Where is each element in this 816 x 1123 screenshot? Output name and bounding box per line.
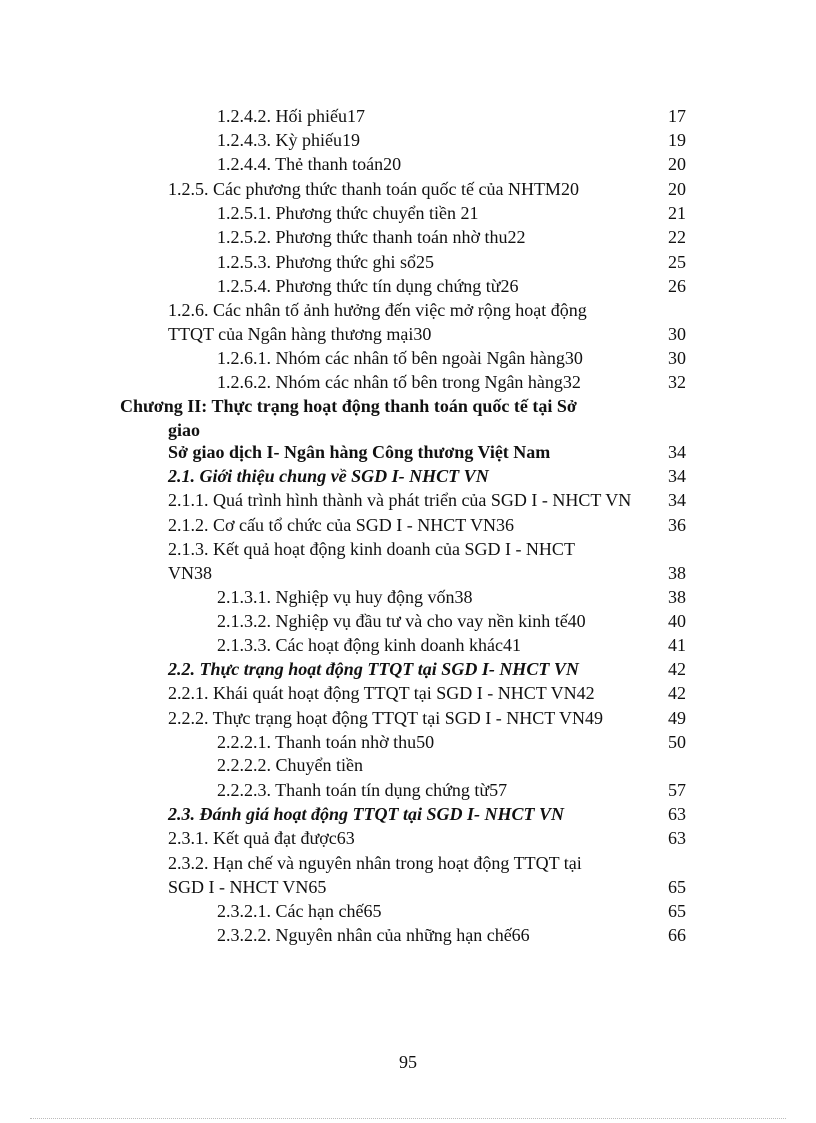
toc-entry: 2.2.2.2. Chuyển tiền xyxy=(217,755,363,775)
toc-page-number: 34 xyxy=(668,442,686,462)
toc-entry: 1.2.6.1. Nhóm các nhân tố bên ngoài Ngân hàng30 xyxy=(217,348,583,368)
toc-page-number: 34 xyxy=(668,490,686,510)
toc-entry: 2.2.2.3. Thanh toán tín dụng chứng từ57 xyxy=(217,780,508,800)
toc-entry: 1.2.6.2. Nhóm các nhân tố bên trong Ngân hàng32 xyxy=(217,372,581,392)
section-heading: 2.1. Giới thiệu chung về SGD I- NHCT VN xyxy=(168,466,489,486)
toc-page-number: 42 xyxy=(668,683,686,703)
toc-page-number: 20 xyxy=(668,179,686,199)
toc-entry: 1.2.5.2. Phương thức thanh toán nhờ thu22 xyxy=(217,227,526,247)
chapter-heading: giao xyxy=(168,420,201,440)
toc-page-number: 19 xyxy=(668,130,686,150)
toc-entry: TTQT của Ngân hàng thương mại30 xyxy=(168,324,432,344)
toc-entry: 1.2.5.4. Phương thức tín dụng chứng từ26 xyxy=(217,276,519,296)
toc-page-number: 40 xyxy=(668,611,686,631)
toc-page-number: 17 xyxy=(668,106,686,126)
chapter-heading: Chương II: Thực trạng hoạt động thanh toán quốc tế tại Sở xyxy=(120,396,577,416)
toc-page-number: 41 xyxy=(668,635,686,655)
toc-page-number: 63 xyxy=(668,828,686,848)
toc-entry: 2.1.1. Quá trình hình thành và phát triển của SGD I - NHCT VN xyxy=(168,490,632,510)
toc-page-number: 36 xyxy=(668,515,686,535)
toc-entry: 2.1.3. Kết quả hoạt động kinh doanh của SGD I - NHCT xyxy=(168,539,575,559)
section-heading: 2.2. Thực trạng hoạt động TTQT tại SGD I- NHCT VN xyxy=(168,659,579,679)
toc-entry: 2.2.2. Thực trạng hoạt động TTQT tại SGD I - NHCT VN49 xyxy=(168,708,604,728)
toc-page-number: 57 xyxy=(668,780,686,800)
toc-entry: 2.1.3.3. Các hoạt động kinh doanh khác41 xyxy=(217,635,521,655)
toc-entry: 1.2.6. Các nhân tố ảnh hưởng đến việc mở rộng hoạt động xyxy=(168,300,587,320)
page-bottom-rule xyxy=(30,1118,786,1119)
toc-page-number: 66 xyxy=(668,925,686,945)
toc-page-number: 22 xyxy=(668,227,686,247)
toc-page-number: 25 xyxy=(668,252,686,272)
toc-page-number: 49 xyxy=(668,708,686,728)
toc-entry: 2.3.2.2. Nguyên nhân của những hạn chế66 xyxy=(217,925,530,945)
toc-page-number: 63 xyxy=(668,804,686,824)
toc-entry: 2.3.2.1. Các hạn chế65 xyxy=(217,901,382,921)
toc-entry: 2.1.2. Cơ cấu tổ chức của SGD I - NHCT VN36 xyxy=(168,515,515,535)
page-number: 95 xyxy=(399,1052,417,1072)
toc-page-number: 32 xyxy=(668,372,686,392)
toc-entry: SGD I - NHCT VN65 xyxy=(168,877,327,897)
toc-page-number: 38 xyxy=(668,587,686,607)
toc-page-number: 34 xyxy=(668,466,686,486)
toc-entry: 2.3.2. Hạn chế và nguyên nhân trong hoạt động TTQT tại xyxy=(168,853,582,873)
toc-page-number: 65 xyxy=(668,877,686,897)
toc-page-number: 50 xyxy=(668,732,686,752)
toc-entry: 1.2.5.3. Phương thức ghi sổ25 xyxy=(217,252,435,272)
toc-entry: 1.2.4.4. Thẻ thanh toán20 xyxy=(217,154,402,174)
toc-page-number: 30 xyxy=(668,348,686,368)
toc-page-number: 30 xyxy=(668,324,686,344)
toc-entry: 2.1.3.2. Nghiệp vụ đầu tư và cho vay nền kinh tế40 xyxy=(217,611,586,631)
toc-entry: 2.2.2.1. Thanh toán nhờ thu50 xyxy=(217,732,435,752)
toc-entry: 1.2.5. Các phương thức thanh toán quốc tế của NHTM20 xyxy=(168,179,579,199)
chapter-heading: Sở giao dịch I- Ngân hàng Công thương Việt Nam xyxy=(168,442,551,462)
toc-page-number: 21 xyxy=(668,203,686,223)
toc-page-number: 20 xyxy=(668,154,686,174)
toc-entry: 2.1.3.1. Nghiệp vụ huy động vốn38 xyxy=(217,587,473,607)
toc-page-number: 42 xyxy=(668,659,686,679)
toc-page-number: 26 xyxy=(668,276,686,296)
toc-entry: 1.2.4.3. Kỳ phiếu19 xyxy=(217,130,360,150)
toc-entry: VN38 xyxy=(168,563,212,583)
toc-entry: 2.2.1. Khái quát hoạt động TTQT tại SGD I - NHCT VN42 xyxy=(168,683,595,703)
toc-entry: 1.2.5.1. Phương thức chuyển tiền 21 xyxy=(217,203,479,223)
toc-entry: 2.3.1. Kết quả đạt được63 xyxy=(168,828,355,848)
toc-entry: 1.2.4.2. Hối phiếu17 xyxy=(217,106,365,126)
toc-page-number: 38 xyxy=(668,563,686,583)
section-heading: 2.3. Đánh giá hoạt động TTQT tại SGD I- NHCT VN xyxy=(168,804,565,824)
toc-page-number: 65 xyxy=(668,901,686,921)
